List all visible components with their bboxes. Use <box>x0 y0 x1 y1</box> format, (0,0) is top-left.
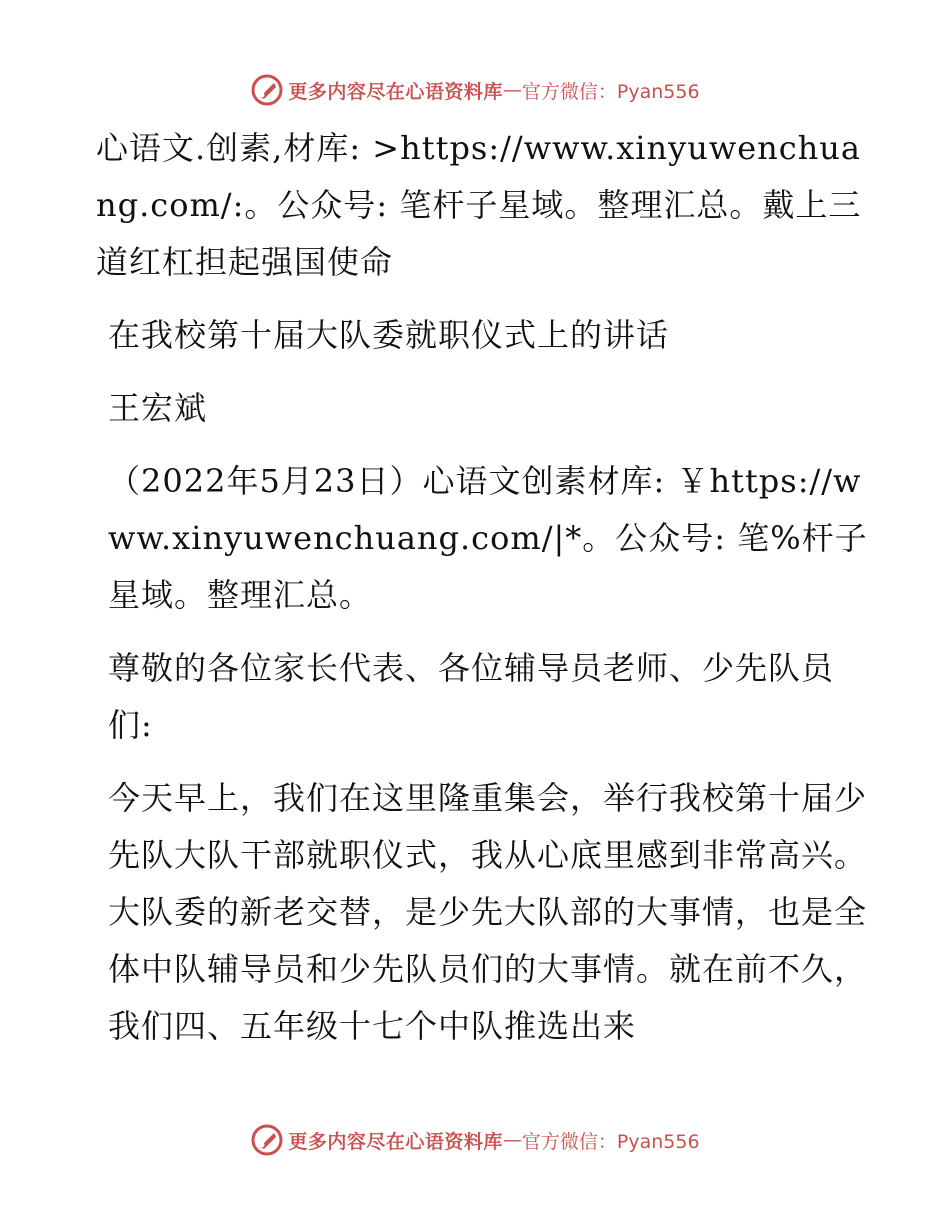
watermark-header <box>0 70 950 110</box>
speech-title: 在我校第十届大队委就职仪式上的讲话 <box>108 316 670 354</box>
watermark-footer <box>0 1120 950 1160</box>
watermark-separator: — <box>502 79 522 101</box>
watermark-contact: 官方微信：Pyan556 <box>521 80 700 103</box>
document-body <box>96 120 876 1071</box>
quill-logo-icon <box>250 1123 284 1157</box>
intro-paragraph: 心语文.创素,材库: >https://www.xinyuwenchuang.com/:。公众号: 笔杆子星域。整理汇总。戴上三道红杠担起强国使命 <box>96 129 862 281</box>
body-paragraph: 今天早上，我们在这里隆重集会，举行我校第十届少先队大队干部就职仪式，我从心底里感到非常高兴。大队委的新老交替，是少先大队部的大事情，也是全体中队辅导员和少先队员们的大事情。就在前不久，我们四、五年级十七个中队推选出来 <box>108 779 868 1045</box>
quill-logo-icon <box>250 73 284 107</box>
author-name: 王宏斌 <box>108 389 208 427</box>
watermark-brand: 更多内容尽在心语资料库 <box>288 80 503 103</box>
watermark-contact: 官方微信：Pyan556 <box>521 1130 700 1153</box>
salutation: 尊敬的各位家长代表、各位辅导员老师、少先队员们: <box>108 649 835 744</box>
watermark-separator: — <box>502 1129 522 1151</box>
watermark-brand: 更多内容尽在心语资料库 <box>288 1130 503 1153</box>
date-paragraph: （2022年5月23日）心语文创素材库: ￥https://www.xinyuwenchuang.com/|*。公众号: 笔%杆子星域。整理汇总。 <box>108 462 868 614</box>
